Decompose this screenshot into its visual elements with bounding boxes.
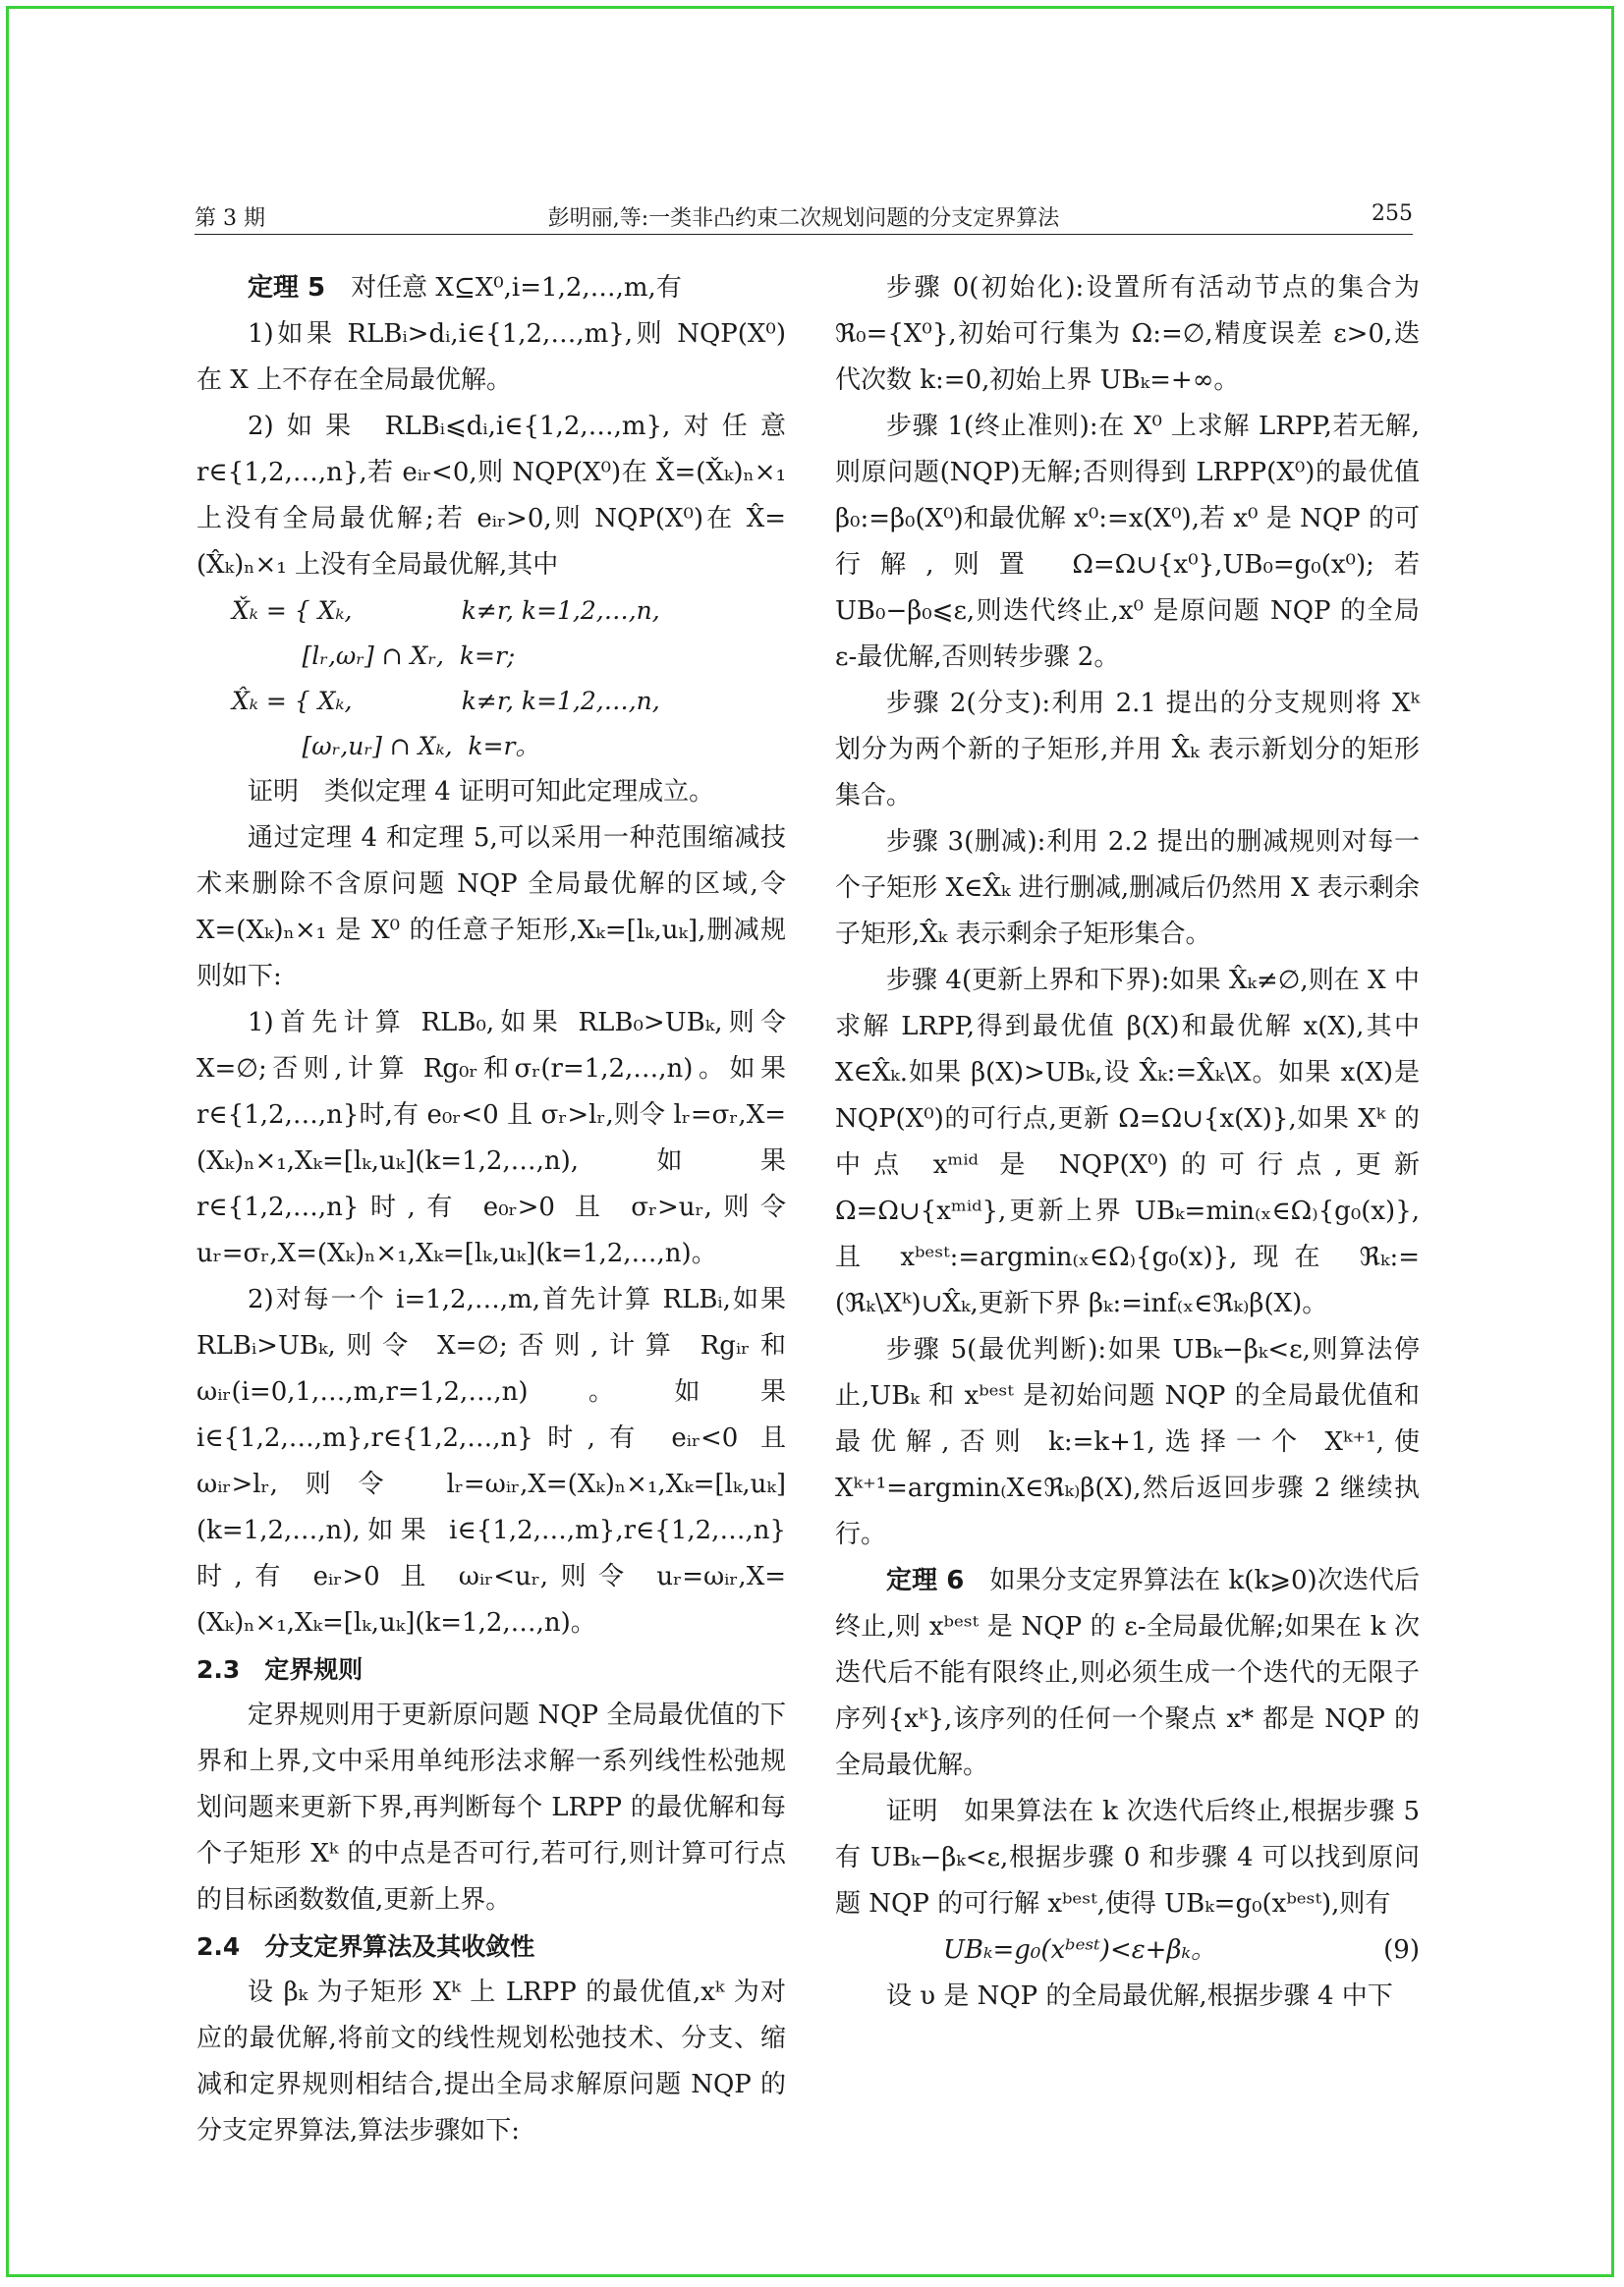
equation-9: [835, 1927, 1420, 1974]
proof-theorem-5: 证明 类似定理 4 证明可知此定理成立。: [248, 777, 715, 807]
section-2-3-heading: 2.3 定界规则: [196, 1655, 364, 1684]
equation-9-body: UBₖ=g₀(xᵇᵉˢᵗ)<ε+βₖ。: [943, 1935, 1216, 1965]
step-4: 步骤 4(更新上界和下界):如果 X̂ₖ≠∅,则在 X 中求解 LRPP,得到最优值 β(X)和最优解 x(X),其中 X∈X̂ₖ.如果 β(X)>UBₖ,设 X̂ₖ:=X̂ₖ\X。如果 x(X)是 NQP(X⁰)的可行点,更新 Ω=Ω∪{x(X)},如果 Xᵏ 的中点 xᵐⁱᵈ 是 NQP(X⁰)的可行点,更新 Ω=Ω∪{xᵐⁱᵈ},更新上界 UBₖ=min₍ₓ∈Ω₎{g₀(x)},且 xᵇᵉˢᵗ:=argmin₍ₓ∈Ω₎{g₀(x)},现在 ℜₖ:=(ℜₖ\Xᵏ)∪X̂ₖ,更新下界 βₖ:=inf₍ₓ∈ℜₖ₎β(X)。: [835, 966, 1420, 1318]
paragraph-bounding: 定界规则用于更新原问题 NQP 全局最优值的下界和上界,文中采用单纯形法求解一系列线性松弛规划问题来更新下界,再判断每个 LRPP 的最优解和每个子矩形 Xᵏ 的中点是否可行,若可行,则计算可行点的目标函数数值,更新上界。: [196, 1701, 786, 1915]
theorem-6-text: 如果分支定界算法在 k(k⩾0)次迭代后终止,则 xᵇᵉˢᵗ 是 NQP 的 ε-全局最优解;如果在 k 次迭代后不能有限终止,则必须生成一个迭代的无限子序列{xᵏ},该序列的任何一个聚点 x* 都是 NQP 的全局最优解。: [835, 1566, 1420, 1780]
reduction-rule-1: 1)首先计算 RLB₀,如果 RLB₀>UBₖ,则令 X=∅;否则,计算 Rg₀ᵣ和σᵣ(r=1,2,…,n)。如果 r∈{1,2,…,n}时,有 e₀ᵣ<0 且 σᵣ>lᵣ,则令 lᵣ=σᵣ,X=(Xₖ)ₙ×₁,Xₖ=[lₖ,uₖ](k=1,2,…,n),如果 r∈{1,2,…,n}时,有 e₀ᵣ>0 且 σᵣ>uᵣ,则令 uᵣ=σᵣ,X=(Xₖ)ₙ×₁,Xₖ=[lₖ,uₖ](k=1,2,…,n)。: [196, 1008, 786, 1268]
equation-xhat-line-2: [ωᵣ,uᵣ] ∩ Xₖ, k=r。: [232, 732, 540, 760]
step-5: 步骤 5(最优判断):如果 UBₖ−βₖ<ε,则算法停止,UBₖ 和 xᵇᵉˢᵗ 是初始问题 NQP 的全局最优值和最优解,否则 k:=k+1,选择一个 Xᵏ⁺¹,使 Xᵏ⁺¹=argmin₍X∈ℜₖ₎β(X),然后返回步骤 2 继续执行。: [835, 1335, 1420, 1549]
reduction-rule-2: 2)对每一个 i=1,2,…,m,首先计算 RLBᵢ,如果 RLBᵢ>UBₖ,则令 X=∅;否则,计算 Rgᵢᵣ和 ωᵢᵣ(i=0,1,…,m,r=1,2,…,n)。如果 i∈{1,2,…,m},r∈{1,2,…,n}时,有 eᵢᵣ<0 且 ωᵢᵣ>lᵣ,则令 lᵣ=ωᵢᵣ,X=(Xₖ)ₙ×₁,Xₖ=[lₖ,uₖ](k=1,2,…,n),如果 i∈{1,2,…,m},r∈{1,2,…,n}时,有 eᵢᵣ>0 且 ωᵢᵣ<uᵣ,则令 uᵣ=ωᵢᵣ,X=(Xₖ)ₙ×₁,Xₖ=[lₖ,uₖ](k=1,2,…,n)。: [196, 1285, 786, 1638]
theorem-5-text: 对任意 X⊆X⁰,i=1,2,…,m,有: [351, 273, 682, 303]
page-number: 255: [1372, 201, 1413, 226]
equation-xhat-line-1: X̂ₖ = { Xₖ, k≠r, k=1,2,…,n,: [232, 687, 660, 715]
equation-xcheck-line-1: X̌ₖ = { Xₖ, k≠r, k=1,2,…,n,: [232, 596, 660, 625]
paragraph-reduction: 通过定理 4 和定理 5,可以采用一种范围缩减技术来删除不含原问题 NQP 全局最优解的区域,令 X=(Xₖ)ₙ×₁ 是 X⁰ 的任意子矩形,Xₖ=[lₖ,uₖ],删减规则如下:: [196, 823, 786, 991]
running-title: 彭明丽,等:一类非凸约束二次规划问题的分支定界算法: [547, 206, 1060, 231]
step-1: 步骤 1(终止准则):在 X⁰ 上求解 LRPP,若无解,则原问题(NQP)无解;否则得到 LRPP(X⁰)的最优值 β₀:=β₀(X⁰)和最优解 x⁰:=x(X⁰),若 x⁰ 是 NQP 的可行解,则置 Ω=Ω∪{x⁰},UB₀=g₀(x⁰);若 UB₀−β₀⩽ε,则迭代终止,x⁰ 是原问题 NQP 的全局 ε-最优解,否则转步骤 2。: [835, 412, 1420, 672]
theorem-6-label: 定理 6: [886, 1566, 965, 1595]
step-3: 步骤 3(删减):利用 2.2 提出的删减规则对每一个子矩形 X∈X̂ₖ 进行删减,删减后仍然用 X 表示剩余子矩形,X̂ₖ 表示剩余子矩形集合。: [835, 827, 1420, 949]
theorem-5-item-1: 1)如果 RLBᵢ>dᵢ,i∈{1,2,…,m},则 NQP(X⁰)在 X 上不存在全局最优解。: [196, 319, 786, 395]
theorem-6: [835, 1558, 1420, 1789]
equation-xcheck-line-2: [lᵣ,ωᵣ] ∩ Xᵣ, k=r;: [232, 641, 516, 670]
theorem-5-item-2: 2)如果 RLBᵢ⩽dᵢ,i∈{1,2,…,m},对任意 r∈{1,2,…,n},若 eᵢᵣ<0,则 NQP(X⁰)在 X̌=(X̌ₖ)ₙ×₁ 上没有全局最优解;若 eᵢᵣ>0,则 NQP(X⁰)在 X̂=(X̂ₖ)ₙ×₁ 上没有全局最优解,其中: [196, 412, 786, 580]
proof-theorem-6: 证明 如果算法在 k 次迭代后终止,根据步骤 5 有 UBₖ−βₖ<ε,根据步骤 0 和步骤 4 可以找到原问题 NQP 的可行解 xᵇᵉˢᵗ,使得 UBₖ=g₀(xᵇᵉˢᵗ),则有: [835, 1797, 1420, 1919]
theorem-5-label: 定理 5: [248, 273, 326, 303]
right-column: [835, 265, 1420, 2020]
step-2: 步骤 2(分支):利用 2.1 提出的分支规则将 Xᵏ 划分为两个新的子矩形,并用 X̂ₖ 表示新划分的矩形集合。: [835, 689, 1420, 810]
header-rule: [195, 234, 1413, 235]
left-column: [196, 265, 786, 2154]
theorem-5: [196, 265, 786, 311]
step-0: 步骤 0(初始化):设置所有活动节点的集合为 ℜ₀={X⁰},初始可行集为 Ω:=∅,精度误差 ε>0,迭代次数 k:=0,初始上界 UBₖ=+∞。: [835, 273, 1420, 395]
section-2-4-heading: 2.4 分支定界算法及其收敛性: [196, 1932, 535, 1961]
equation-9-number: (9): [1383, 1935, 1420, 1965]
running-header: [195, 201, 1413, 231]
issue-number: 第 3 期: [195, 206, 265, 231]
paragraph-continuation: 设 υ 是 NQP 的全局最优解,根据步骤 4 中下: [886, 1981, 1393, 2011]
paragraph-algorithm: 设 βₖ 为子矩形 Xᵏ 上 LRPP 的最优值,xᵏ 为对应的最优解,将前文的线性规划松弛技术、分支、缩减和定界规则相结合,提出全局求解原问题 NQP 的分支定界算法,算法步骤如下:: [196, 1978, 786, 2146]
